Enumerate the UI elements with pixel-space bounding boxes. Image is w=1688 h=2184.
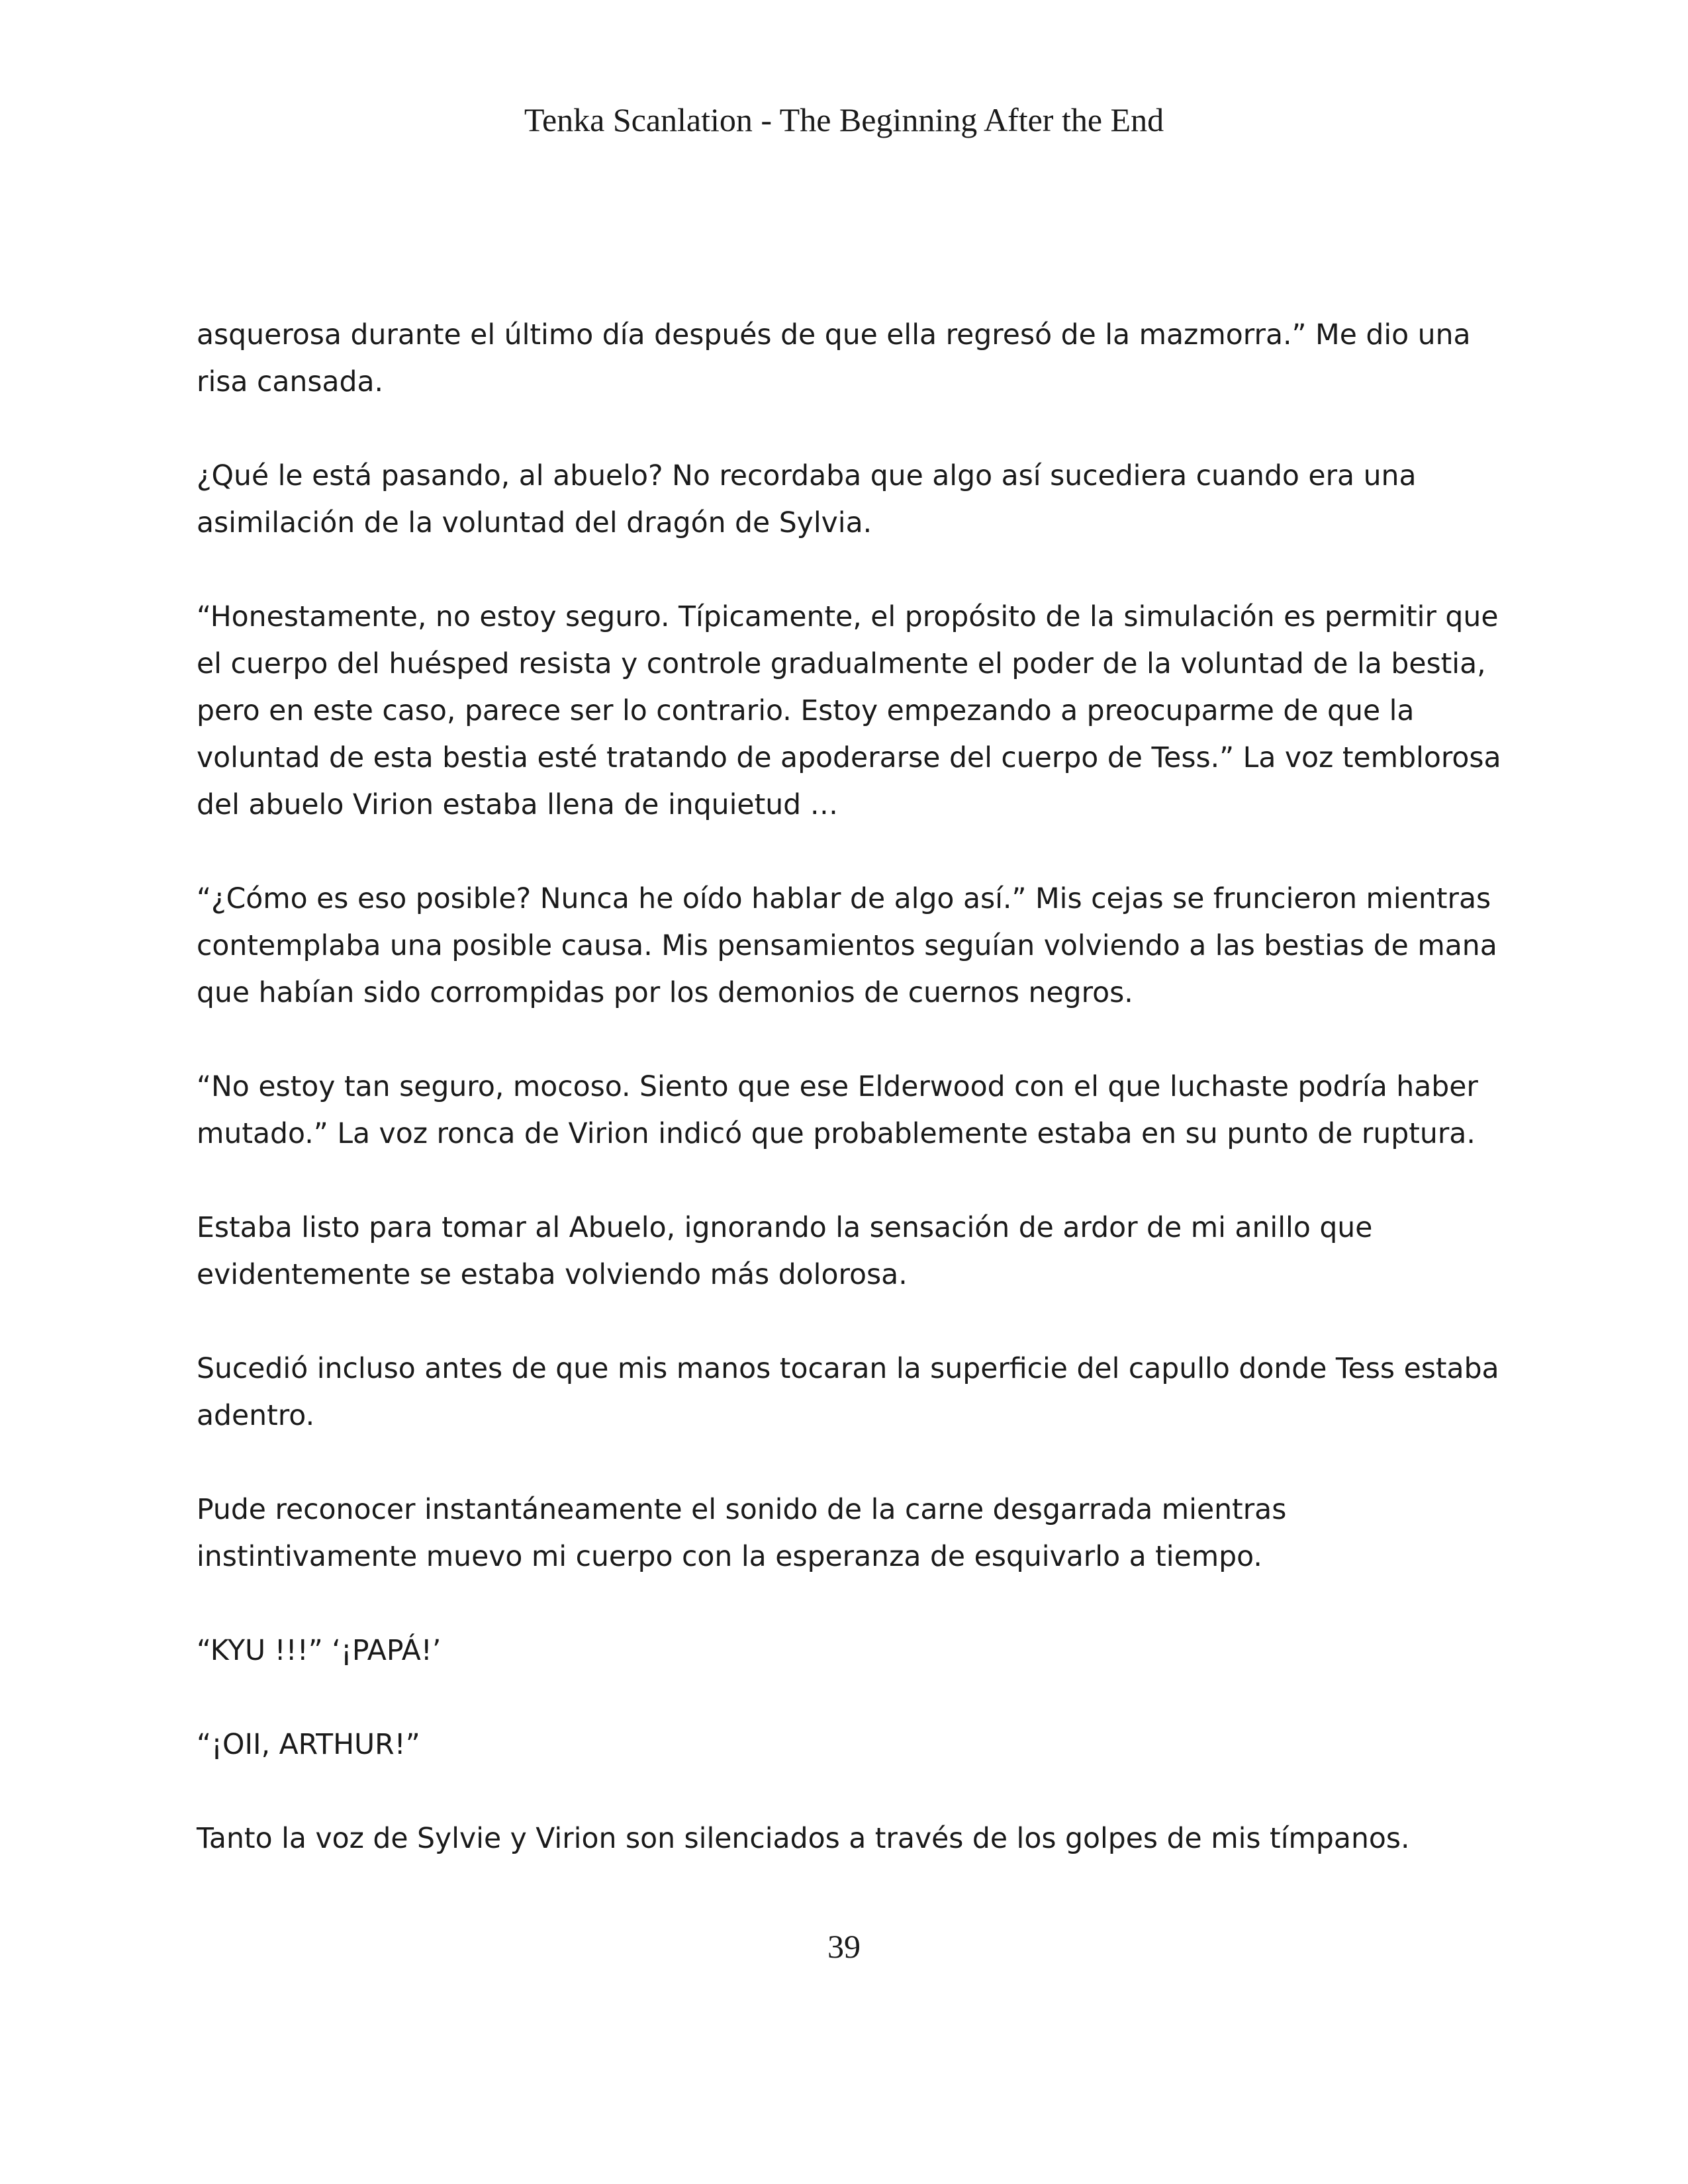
running-header: Tenka Scanlation - The Beginning After the End <box>524 101 1164 138</box>
paragraph: “Honestamente, no estoy seguro. Típicamente, el propósito de la simulación es permitir que el cuerpo del huésped resista y controle gradualmente el poder de la voluntad de la bestia, pero en este caso, parece ser lo contrario. Estoy empezando a preocuparme de que la voluntad de esta bestia esté tratando de apoderarse del cuerpo de Tess.” La voz temblorosa del abuelo Virion estaba llena de inquietud … <box>197 601 1501 821</box>
paragraph: ¿Qué le está pasando, al abuelo? No recordaba que algo así sucediera cuando era una asimilación de la voluntad del dragón de Sylvia. <box>197 460 1417 539</box>
paragraph: asquerosa durante el último día después de que ella regresó de la mazmorra.” Me dio una risa cansada. <box>197 319 1471 398</box>
paragraph: Estaba listo para tomar al Abuelo, ignorando la sensación de ardor de mi anillo que evidentemente se estaba volviendo más dolorosa. <box>197 1212 1373 1291</box>
paragraph: “KYU !!!” ‘¡PAPÁ!’ <box>197 1635 442 1667</box>
paragraph: Sucedió incluso antes de que mis manos tocaran la superficie del capullo donde Tess estaba adentro. <box>197 1353 1499 1432</box>
paragraph: Pude reconocer instantáneamente el sonido de la carne desgarrada mientras instintivamente muevo mi cuerpo con la esperanza de esquivarlo a tiempo. <box>197 1494 1287 1573</box>
paragraph: Tanto la voz de Sylvie y Virion son silenciados a través de los golpes de mis tímpanos. <box>197 1823 1410 1855</box>
page-number: 39 <box>827 1928 861 1965</box>
body-text <box>197 312 1514 1862</box>
paragraph: “No estoy tan seguro, mocoso. Siento que ese Elderwood con el que luchaste podría haber mutado.” La voz ronca de Virion indicó que probablemente estaba en su punto de ruptura. <box>197 1071 1478 1150</box>
paragraph: “¿Cómo es eso posible? Nunca he oído hablar de algo así.” Mis cejas se fruncieron mientras contemplaba una posible causa. Mis pensamientos seguían volviendo a las bestias de mana que habían sido corrompidas por los demonios de cuernos negros. <box>197 883 1497 1009</box>
paragraph: “¡OII, ARTHUR!” <box>197 1729 420 1761</box>
